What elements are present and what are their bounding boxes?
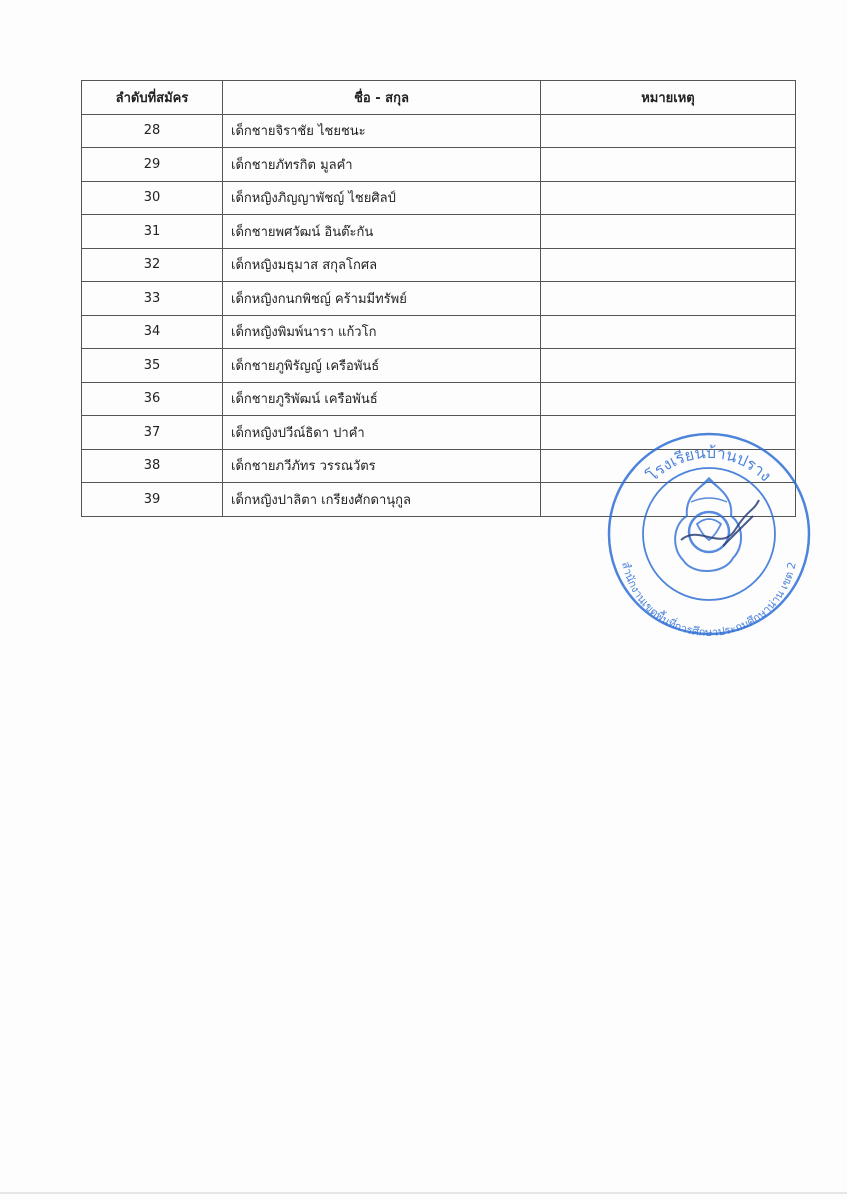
table-row xyxy=(82,282,796,316)
row-name: เด็กชายภัทรกิต มูลคำ xyxy=(223,148,541,182)
row-number: 32 xyxy=(82,248,223,282)
row-number: 34 xyxy=(82,315,223,349)
row-name: เด็กหญิงปวีณ์ธิดา ปาคำ xyxy=(223,416,541,450)
row-name: เด็กชายภูพิรัญญ์ เครือพันธ์ xyxy=(223,349,541,383)
row-remark xyxy=(541,282,796,316)
row-name: เด็กหญิงกนกพิชญ์ คร้ามมีทรัพย์ xyxy=(223,282,541,316)
row-name: เด็กหญิงภิญญาพัชญ์ ไชยศิลป์ xyxy=(223,181,541,215)
table-row xyxy=(82,114,796,148)
row-name: เด็กหญิงปาลิตา เกรียงศักดานุกูล xyxy=(223,483,541,517)
row-remark xyxy=(541,349,796,383)
row-number: 28 xyxy=(82,114,223,148)
seal-graphic xyxy=(603,428,815,640)
table-row xyxy=(82,148,796,182)
row-remark xyxy=(541,215,796,249)
row-name: เด็กชายภวีภัทร วรรณวัตร xyxy=(223,449,541,483)
table-row xyxy=(82,248,796,282)
row-number: 35 xyxy=(82,349,223,383)
row-number: 29 xyxy=(82,148,223,182)
row-number: 30 xyxy=(82,181,223,215)
table-row xyxy=(82,349,796,383)
row-number: 37 xyxy=(82,416,223,450)
header-remark: หมายเหตุ xyxy=(541,81,796,115)
row-remark xyxy=(541,382,796,416)
row-name: เด็กหญิงพิมพ์นารา แก้วโก xyxy=(223,315,541,349)
row-number: 39 xyxy=(82,483,223,517)
header-order: ลำดับที่สมัคร xyxy=(82,81,223,115)
row-number: 33 xyxy=(82,282,223,316)
row-number: 36 xyxy=(82,382,223,416)
row-name: เด็กหญิงมธุมาส สกุลโกศล xyxy=(223,248,541,282)
seal-bottom-text-path: สำนักงานเขตพื้นที่การศึกษาประถมศึกษาน่าน เขต 2 xyxy=(619,560,799,640)
row-remark xyxy=(541,148,796,182)
row-number: 31 xyxy=(82,215,223,249)
table-header-row xyxy=(82,81,796,115)
row-remark xyxy=(541,315,796,349)
table-row xyxy=(82,181,796,215)
row-name: เด็กชายภูริพัฒน์ เครือพันธ์ xyxy=(223,382,541,416)
row-name: เด็กชายจิราชัย ไชยชนะ xyxy=(223,114,541,148)
table-row xyxy=(82,382,796,416)
row-name: เด็กชายพศวัฒน์ อินต๊ะกัน xyxy=(223,215,541,249)
table-row xyxy=(82,215,796,249)
row-remark xyxy=(541,181,796,215)
seal-top-text-path: โรงเรียนบ้านปราง xyxy=(642,442,776,486)
table-row xyxy=(82,315,796,349)
seal-emblem-icon xyxy=(675,478,741,571)
row-remark xyxy=(541,114,796,148)
header-name: ชื่อ - สกุล xyxy=(223,81,541,115)
row-remark xyxy=(541,248,796,282)
row-number: 38 xyxy=(82,449,223,483)
school-seal-stamp xyxy=(603,428,815,640)
scan-edge-line xyxy=(0,1192,847,1194)
